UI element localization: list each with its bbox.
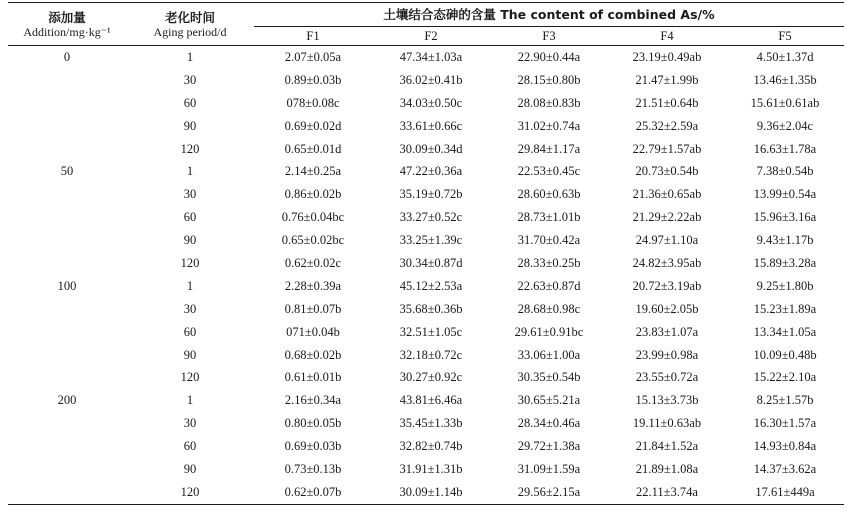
f4-cell: 21.29±2.22ab xyxy=(632,210,702,225)
f4-cell: 21.89±1.08a xyxy=(635,461,699,476)
f4-cell: 20.73±0.54b xyxy=(635,164,699,179)
f4-cell: 24.82±3.95ab xyxy=(632,255,702,270)
f3-cell: 31.70±0.42a xyxy=(517,233,581,248)
f1-cell: 2.16±0.34a xyxy=(284,393,342,408)
f2-cell: 30.34±0.87d xyxy=(399,255,463,270)
header-f1: F1 xyxy=(254,27,372,46)
header-addition-cn: 添加量 xyxy=(48,9,86,25)
f3-cell: 28.73±1.01b xyxy=(517,210,581,225)
f4-cell: 20.72±3.19ab xyxy=(632,278,702,293)
addition-cell xyxy=(8,458,126,481)
table-row xyxy=(8,481,844,504)
f2-cell: 35.45±1.33b xyxy=(399,416,463,431)
f2-cell: 30.09±0.34d xyxy=(399,141,463,156)
table-row xyxy=(8,160,844,183)
f4-cell: 15.13±3.73b xyxy=(635,393,699,408)
addition-cell xyxy=(8,252,126,275)
addition-cell xyxy=(8,435,126,458)
addition-cell xyxy=(8,344,126,367)
f5-cell: 15.96±3.16a xyxy=(753,210,817,225)
aging-cell: 60 xyxy=(183,210,197,225)
f3-cell: 29.61±0.91bc xyxy=(514,324,584,339)
f5-cell: 17.61±449a xyxy=(755,484,815,499)
header-addition xyxy=(8,3,126,46)
header-f3: F3 xyxy=(490,27,608,46)
f4-cell: 21.51±0.64b xyxy=(635,95,699,110)
f5-cell: 15.61±0.61ab xyxy=(750,95,820,110)
f3-cell: 30.65±5.21a xyxy=(517,393,581,408)
f1-cell: 0.62±0.02c xyxy=(284,255,342,270)
f1-cell: 0.76±0.04bc xyxy=(281,210,345,225)
f5-cell: 10.09±0.48b xyxy=(753,347,817,362)
table-row xyxy=(8,229,844,252)
f4-cell: 24.97±1.10a xyxy=(635,233,699,248)
f5-cell: 16.63±1.78a xyxy=(753,141,817,156)
aging-cell: 90 xyxy=(183,233,197,248)
table-row xyxy=(8,366,844,389)
aging-cell: 30 xyxy=(183,416,197,431)
f4-cell: 22.11±3.74a xyxy=(636,484,698,499)
f1-cell: 2.14±0.25a xyxy=(284,164,342,179)
f3-cell: 30.35±0.54b xyxy=(517,370,581,385)
f3-cell: 28.68±0.98c xyxy=(517,301,581,316)
f2-cell: 31.91±1.31b xyxy=(399,461,463,476)
aging-cell: 120 xyxy=(180,255,200,270)
aging-cell: 60 xyxy=(183,324,197,339)
f4-cell: 25.32±2.59a xyxy=(635,118,699,133)
aging-cell: 90 xyxy=(183,347,197,362)
f1-cell: 0.80±0.05b xyxy=(284,416,342,431)
f4-cell: 23.83±1.07a xyxy=(635,324,699,339)
f5-cell: 9.25±1.80b xyxy=(756,278,814,293)
f5-cell: 9.36±2.04c xyxy=(756,118,814,133)
f3-cell: 28.60±0.63b xyxy=(517,187,581,202)
table-row xyxy=(8,252,844,275)
f3-cell: 29.72±1.38a xyxy=(517,439,581,454)
f2-cell: 47.22±0.36a xyxy=(399,164,463,179)
f4-cell: 23.19±0.49ab xyxy=(632,49,702,64)
header-aging-en: Aging period/d xyxy=(153,24,227,39)
f3-cell: 28.15±0.80b xyxy=(517,72,581,87)
aging-cell: 120 xyxy=(180,484,200,499)
f1-cell: 078±0.08c xyxy=(286,95,340,110)
f4-cell: 23.55±0.72a xyxy=(635,370,699,385)
addition-cell xyxy=(8,481,126,504)
addition-cell: 0 xyxy=(63,49,71,64)
f5-cell: 15.23±1.89a xyxy=(753,301,817,316)
table-body xyxy=(8,46,844,505)
addition-cell xyxy=(8,412,126,435)
f2-cell: 32.82±0.74b xyxy=(399,439,463,454)
aging-cell: 1 xyxy=(186,278,194,293)
addition-cell xyxy=(8,321,126,344)
f4-cell: 22.79±1.57ab xyxy=(632,141,702,156)
table-row xyxy=(8,435,844,458)
f5-cell: 7.38±0.54b xyxy=(756,164,814,179)
f1-cell: 0.89±0.03b xyxy=(284,72,342,87)
f1-cell: 071±0.04b xyxy=(286,324,340,339)
f5-cell: 15.22±2.10a xyxy=(753,370,817,385)
f5-cell: 14.37±3.62a xyxy=(753,461,817,476)
f1-cell: 0.68±0.02b xyxy=(284,347,342,362)
table-row xyxy=(8,206,844,229)
table-row xyxy=(8,275,844,298)
table-row xyxy=(8,138,844,161)
header-addition-en: Addition/mg·kg⁻¹ xyxy=(23,24,111,39)
table-row xyxy=(8,46,844,69)
table-row xyxy=(8,115,844,138)
f3-cell: 29.56±2.15a xyxy=(517,484,581,499)
f4-cell: 21.36±0.65ab xyxy=(632,187,702,202)
header-f5: F5 xyxy=(726,27,844,46)
f3-cell: 31.09±1.59a xyxy=(517,461,581,476)
addition-cell xyxy=(8,69,126,92)
f2-cell: 35.19±0.72b xyxy=(399,187,463,202)
f3-cell: 29.84±1.17a xyxy=(517,141,581,156)
f2-cell: 32.51±1.05c xyxy=(399,324,463,339)
addition-cell xyxy=(8,183,126,206)
addition-cell xyxy=(8,92,126,115)
f1-cell: 0.65±0.01d xyxy=(284,141,342,156)
f1-cell: 2.28±0.39a xyxy=(284,278,342,293)
f2-cell: 30.27±0.92c xyxy=(399,370,463,385)
f1-cell: 0.65±0.02bc xyxy=(281,233,345,248)
addition-cell: 100 xyxy=(57,278,77,293)
f1-cell: 0.62±0.07b xyxy=(284,484,342,499)
header-group-title-text: 土壤结合态砷的含量 The content of combined As/% xyxy=(383,7,715,22)
f1-cell: 0.61±0.01b xyxy=(284,370,342,385)
f2-cell: 47.34±1.03a xyxy=(399,49,463,64)
aging-cell: 60 xyxy=(183,95,197,110)
aging-cell: 1 xyxy=(186,164,194,179)
table-row xyxy=(8,321,844,344)
addition-cell xyxy=(8,138,126,161)
f2-cell: 34.03±0.50c xyxy=(399,95,463,110)
aging-cell: 30 xyxy=(183,187,197,202)
f1-cell: 0.81±0.07b xyxy=(284,301,342,316)
addition-cell xyxy=(8,298,126,321)
table-row xyxy=(8,412,844,435)
f3-cell: 28.33±0.25b xyxy=(517,255,581,270)
table-row xyxy=(8,458,844,481)
f1-cell: 0.69±0.02d xyxy=(284,118,342,133)
f5-cell: 15.89±3.28a xyxy=(753,255,817,270)
f1-cell: 2.07±0.05a xyxy=(284,49,342,64)
aging-cell: 30 xyxy=(183,301,197,316)
f3-cell: 22.90±0.44a xyxy=(517,49,581,64)
f3-cell: 28.08±0.83b xyxy=(517,95,581,110)
f1-cell: 0.73±0.13b xyxy=(284,461,342,476)
table-row xyxy=(8,298,844,321)
f2-cell: 35.68±0.36b xyxy=(399,301,463,316)
f3-cell: 33.06±1.00a xyxy=(517,347,581,362)
addition-cell xyxy=(8,366,126,389)
table-row xyxy=(8,389,844,412)
f4-cell: 19.11±0.63ab xyxy=(632,416,702,431)
f2-cell: 33.61±0.66c xyxy=(399,118,463,133)
aging-cell: 120 xyxy=(180,141,200,156)
f5-cell: 16.30±1.57a xyxy=(753,416,817,431)
header-f4: F4 xyxy=(608,27,726,46)
f4-cell: 21.84±1.52a xyxy=(635,439,699,454)
f2-cell: 45.12±2.53a xyxy=(399,278,463,293)
f5-cell: 8.25±1.57b xyxy=(756,393,814,408)
f3-cell: 22.63±0.87d xyxy=(517,278,581,293)
table-row xyxy=(8,69,844,92)
addition-cell xyxy=(8,229,126,252)
f2-cell: 33.27±0.52c xyxy=(399,210,463,225)
f3-cell: 31.02±0.74a xyxy=(517,118,581,133)
addition-cell: 200 xyxy=(57,393,77,408)
f2-cell: 33.25±1.39c xyxy=(399,233,463,248)
f4-cell: 21.47±1.99b xyxy=(635,72,699,87)
table-row xyxy=(8,344,844,367)
f1-cell: 0.69±0.03b xyxy=(284,439,342,454)
f4-cell: 19.60±2.05b xyxy=(635,301,699,316)
header-group-title xyxy=(254,3,844,27)
arsenic-fraction-table xyxy=(8,2,844,505)
addition-cell: 50 xyxy=(60,164,74,179)
f1-cell: 0.86±0.02b xyxy=(284,187,342,202)
aging-cell: 60 xyxy=(183,439,197,454)
f2-cell: 43.81±6.46a xyxy=(399,393,463,408)
aging-cell: 1 xyxy=(186,393,194,408)
aging-cell: 1 xyxy=(186,49,194,64)
f2-cell: 32.18±0.72c xyxy=(399,347,463,362)
header-aging-cn: 老化时间 xyxy=(164,9,215,25)
table-row xyxy=(8,183,844,206)
f5-cell: 13.46±1.35b xyxy=(753,72,817,87)
f5-cell: 14.93±0.84a xyxy=(753,439,817,454)
addition-cell xyxy=(8,115,126,138)
table-row xyxy=(8,92,844,115)
f5-cell: 4.50±1.37d xyxy=(756,49,814,64)
f3-cell: 22.53±0.45c xyxy=(517,164,581,179)
f5-cell: 9.43±1.17b xyxy=(756,233,814,248)
f2-cell: 30.09±1.14b xyxy=(399,484,463,499)
f5-cell: 13.34±1.05a xyxy=(753,324,817,339)
aging-cell: 30 xyxy=(183,72,197,87)
aging-cell: 120 xyxy=(180,370,200,385)
f5-cell: 13.99±0.54a xyxy=(753,187,817,202)
header-f2: F2 xyxy=(372,27,490,46)
f3-cell: 28.34±0.46a xyxy=(517,416,581,431)
f4-cell: 23.99±0.98a xyxy=(635,347,699,362)
f2-cell: 36.02±0.41b xyxy=(399,72,463,87)
aging-cell: 90 xyxy=(183,461,197,476)
header-aging xyxy=(126,3,254,46)
aging-cell: 90 xyxy=(183,118,197,133)
addition-cell xyxy=(8,206,126,229)
